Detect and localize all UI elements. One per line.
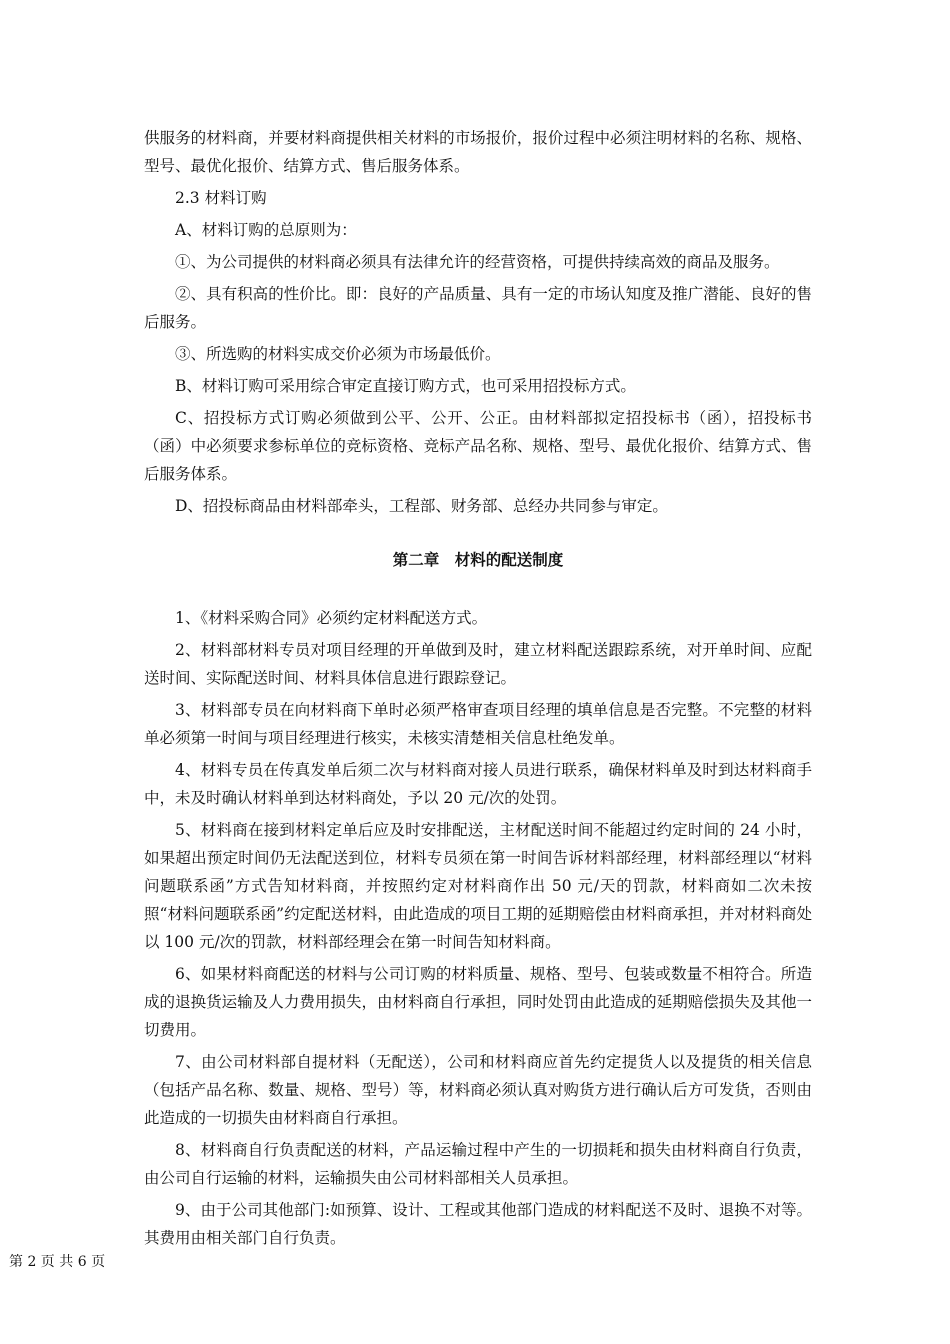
chapter-item: 1、《材料采购合同》必须约定材料配送方式。: [175, 609, 488, 627]
chapter-item: 4、材料专员在传真发单后须二次与材料商对接人员进行联系，确保材料单及时到达材料商手中，未及时确认材料单到达材料商处，予以 20 元/次的处罚。: [144, 761, 812, 807]
chapter-item: 7、由公司材料部自提材料（无配送），公司和材料商应首先约定提货人以及提货的相关信息（包括产品名称、数量、规格、型号）等，材料商必须认真对购货方进行确认后方可发货，否则由此造成的一切损失由材料商自行承担。: [144, 1053, 812, 1127]
chapter-item: 9、由于公司其他部门:如预算、设计、工程或其他部门造成的材料配送不及时、退换不对等。其费用由相关部门自行负责。: [144, 1201, 812, 1247]
chapter-item: 6、如果材料商配送的材料与公司订购的材料质量、规格、型号、包装或数量不相符合。所造成的退换货运输及人力费用损失，由材料商自行承担，同时处罚由此造成的延期赔偿损失及其他一切费用。: [144, 965, 812, 1039]
principle-label: A、材料订购的总原则为：: [175, 221, 357, 239]
continued-paragraph: 供服务的材料商，并要材料商提供相关材料的市场报价，报价过程中必须注明材料的名称、规格、型号、最优化报价、结算方式、售后服务体系。: [144, 129, 812, 175]
principle-item: ③、所选购的材料实成交价必须为市场最低价。: [175, 345, 501, 363]
chapter-item: 3、材料部专员在向材料商下单时必须严格审查项目经理的填单信息是否完整。不完整的材料单必须第一时间与项目经理进行核实，未核实清楚相关信息杜绝发单。: [144, 701, 812, 747]
chapter-item: 2、材料部材料专员对项目经理的开单做到及时，建立材料配送跟踪系统，对开单时间、应配送时间、实际配送时间、材料具体信息进行跟踪登记。: [144, 641, 812, 687]
rule-item: D、招投标商品由材料部牵头，工程部、财务部、总经办共同参与审定。: [175, 497, 668, 515]
rule-item: C、招投标方式订购必须做到公平、公开、公正。由材料部拟定招投标书（函），招投标书（函）中必须要求参标单位的竞标资格、竞标产品名称、规格、型号、最优化报价、结算方式、售后服务体系。: [144, 409, 812, 483]
chapter-item: 8、材料商自行负责配送的材料，产品运输过程中产生的一切损耗和损失由材料商自行负责，由公司自行运输的材料，运输损失由公司材料部相关人员承担。: [144, 1141, 812, 1187]
principle-item: ②、具有积高的性价比。即：良好的产品质量、具有一定的市场认知度及推广潜能、良好的售后服务。: [144, 285, 812, 331]
rule-item: B、材料订购可采用综合审定直接订购方式，也可采用招投标方式。: [175, 377, 636, 395]
page-indicator: 第 2 页 共 6 页: [9, 1254, 106, 1270]
chapter-item: 5、材料商在接到材料定单后应及时安排配送，主材配送时间不能超过约定时间的 24 小时，如果超出预定时间仍无法配送到位，材料专员须在第一时间告诉材料部经理，材料部经理以“材料问题联系函”方式告知材料商，并按照约定对材料商作出 50 元/天的罚款，材料商如二次未按照“材料问题联系函”约定配送材料，由此造成的项目工期的延期赔偿由材料商承担，并对材料商处以 100 元/次的罚款，材料部经理会在第一时间告知材料商。: [144, 821, 812, 951]
document-body: [144, 124, 812, 1256]
principle-item: ①、为公司提供的材料商必须具有法律允许的经营资格，可提供持续高效的商品及服务。: [175, 253, 780, 271]
chapter-title: 第二章 材料的配送制度: [392, 551, 564, 569]
section-heading-2-3: 2.3 材料订购: [175, 189, 267, 207]
